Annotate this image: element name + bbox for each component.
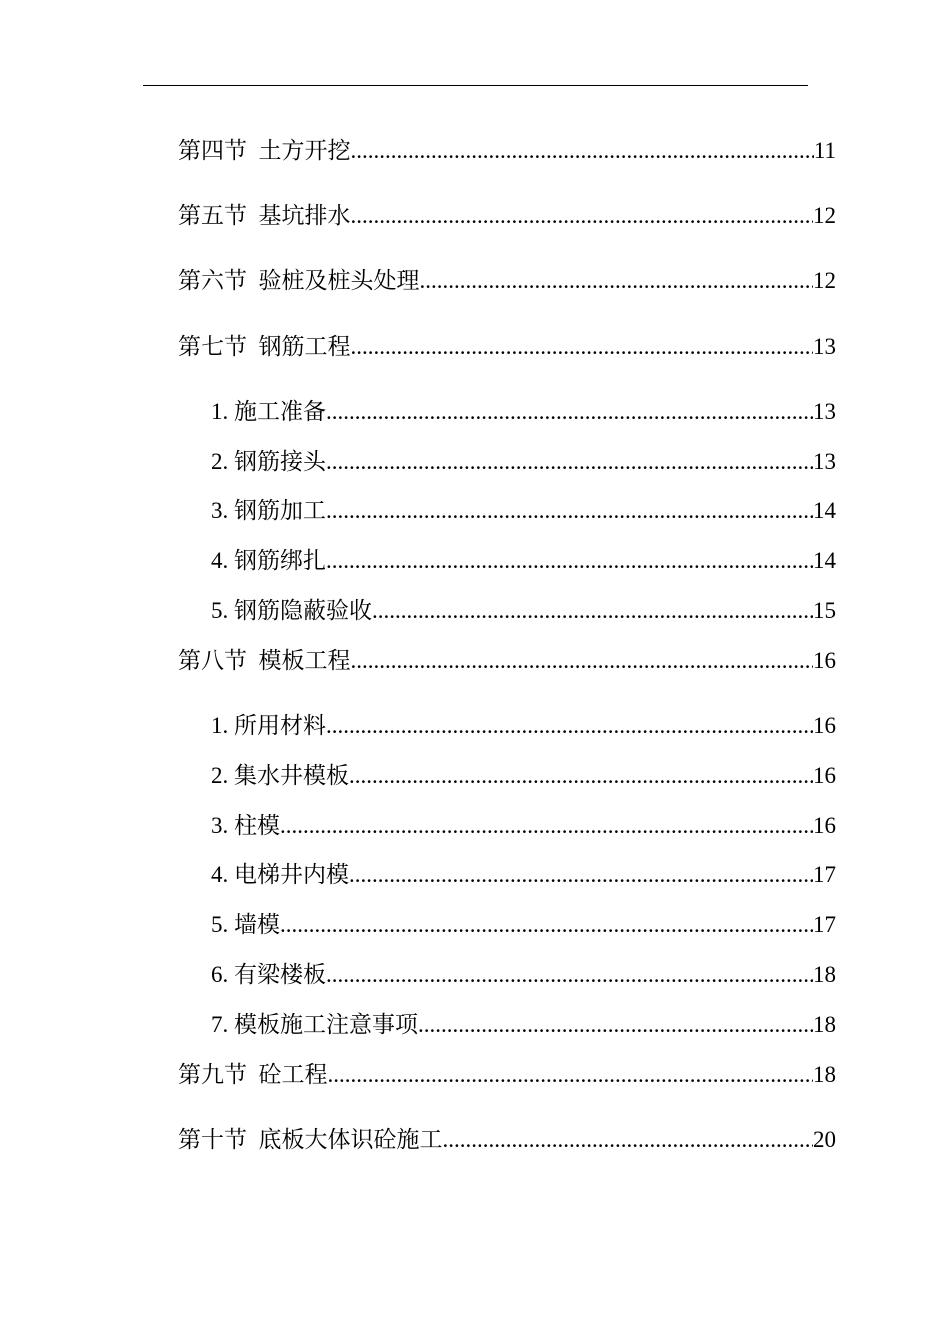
- toc-subentry[interactable]: [211, 1010, 836, 1040]
- toc-leader-dots: [328, 1060, 814, 1090]
- toc-page-number: 18: [813, 1012, 836, 1037]
- toc-page-number: 12: [813, 268, 836, 293]
- toc-page-number: 12: [813, 203, 836, 228]
- toc-entry-label: 5. 钢筋隐蔽验收: [211, 598, 372, 623]
- toc-leader-dots: [280, 910, 813, 940]
- toc-entry-label: 第六节 验桩及桩头处理: [178, 268, 420, 293]
- toc-page-number: 18: [813, 962, 836, 987]
- toc-leader-dots: [326, 711, 813, 741]
- toc-page-number: 16: [813, 763, 836, 788]
- toc-subentry[interactable]: [211, 761, 836, 791]
- toc-page-number: 13: [813, 334, 836, 359]
- toc-leader-dots: [351, 646, 814, 676]
- toc-subentry[interactable]: [211, 811, 836, 841]
- toc-entry[interactable]: [178, 1125, 836, 1155]
- toc-entry-label: 2. 集水井模板: [211, 763, 349, 788]
- toc-subentry[interactable]: [211, 397, 836, 427]
- toc-page-number: 17: [813, 862, 836, 887]
- toc-entry[interactable]: [178, 266, 836, 296]
- toc-leader-dots: [326, 397, 813, 427]
- toc-entry-label: 3. 柱模: [211, 813, 280, 838]
- toc-entry-label: 5. 墙模: [211, 912, 280, 937]
- toc-entry-label: 第十节 底板大体识砼施工: [178, 1127, 443, 1152]
- toc-entry-label: 2. 钢筋接头: [211, 449, 326, 474]
- toc-leader-dots: [351, 136, 814, 166]
- toc-entry[interactable]: [178, 1060, 836, 1090]
- toc-entry[interactable]: [178, 136, 836, 166]
- toc-entry-label: 3. 钢筋加工: [211, 498, 326, 523]
- toc-entry-label: 7. 模板施工注意事项: [211, 1012, 418, 1037]
- toc-subentry[interactable]: [211, 496, 836, 526]
- toc-page-number: 14: [813, 548, 836, 573]
- toc-leader-dots: [349, 761, 813, 791]
- toc-leader-dots: [420, 266, 814, 296]
- toc-page-number: 16: [813, 648, 836, 673]
- toc-page-number: 13: [813, 449, 836, 474]
- toc-entry-label: 第八节 模板工程: [178, 648, 351, 673]
- toc-page-number: 15: [813, 598, 836, 623]
- toc-leader-dots: [351, 332, 814, 362]
- toc-leader-dots: [326, 496, 813, 526]
- toc-entry-label: 第四节 土方开挖: [178, 138, 351, 163]
- toc-entry-label: 1. 施工准备: [211, 399, 326, 424]
- toc-leader-dots: [372, 596, 813, 626]
- toc-leader-dots: [443, 1125, 814, 1155]
- toc-entry-label: 1. 所用材料: [211, 713, 326, 738]
- toc-subentry[interactable]: [211, 447, 836, 477]
- toc-page-number: 17: [813, 912, 836, 937]
- toc-subentry[interactable]: [211, 546, 836, 576]
- toc-page-number: 11: [813, 138, 836, 163]
- toc-entry-label: 第九节 砼工程: [178, 1062, 328, 1087]
- toc-page-number: 13: [813, 399, 836, 424]
- toc-subentry[interactable]: [211, 860, 836, 890]
- toc-leader-dots: [326, 447, 813, 477]
- toc-entry-label: 4. 电梯井内模: [211, 862, 349, 887]
- toc-leader-dots: [351, 201, 814, 231]
- toc-entry-label: 4. 钢筋绑扎: [211, 548, 326, 573]
- toc-entry-label: 第五节 基坑排水: [178, 203, 351, 228]
- toc-entry[interactable]: [178, 332, 836, 362]
- toc-subentry[interactable]: [211, 960, 836, 990]
- toc-entry-label: 6. 有梁楼板: [211, 962, 326, 987]
- header-rule: [143, 85, 808, 86]
- toc-leader-dots: [418, 1010, 813, 1040]
- toc-subentry[interactable]: [211, 910, 836, 940]
- toc-subentry[interactable]: [211, 711, 836, 741]
- toc-page-number: 16: [813, 713, 836, 738]
- toc-page-number: 20: [813, 1127, 836, 1152]
- toc-subentry[interactable]: [211, 596, 836, 626]
- toc-leader-dots: [349, 860, 813, 890]
- toc-leader-dots: [280, 811, 813, 841]
- toc-leader-dots: [326, 546, 813, 576]
- toc-leader-dots: [326, 960, 813, 990]
- toc-page-number: 14: [813, 498, 836, 523]
- toc-entry[interactable]: [178, 646, 836, 676]
- toc-page-number: 18: [813, 1062, 836, 1087]
- toc-entry[interactable]: [178, 201, 836, 231]
- toc-page-number: 16: [813, 813, 836, 838]
- toc-entry-label: 第七节 钢筋工程: [178, 334, 351, 359]
